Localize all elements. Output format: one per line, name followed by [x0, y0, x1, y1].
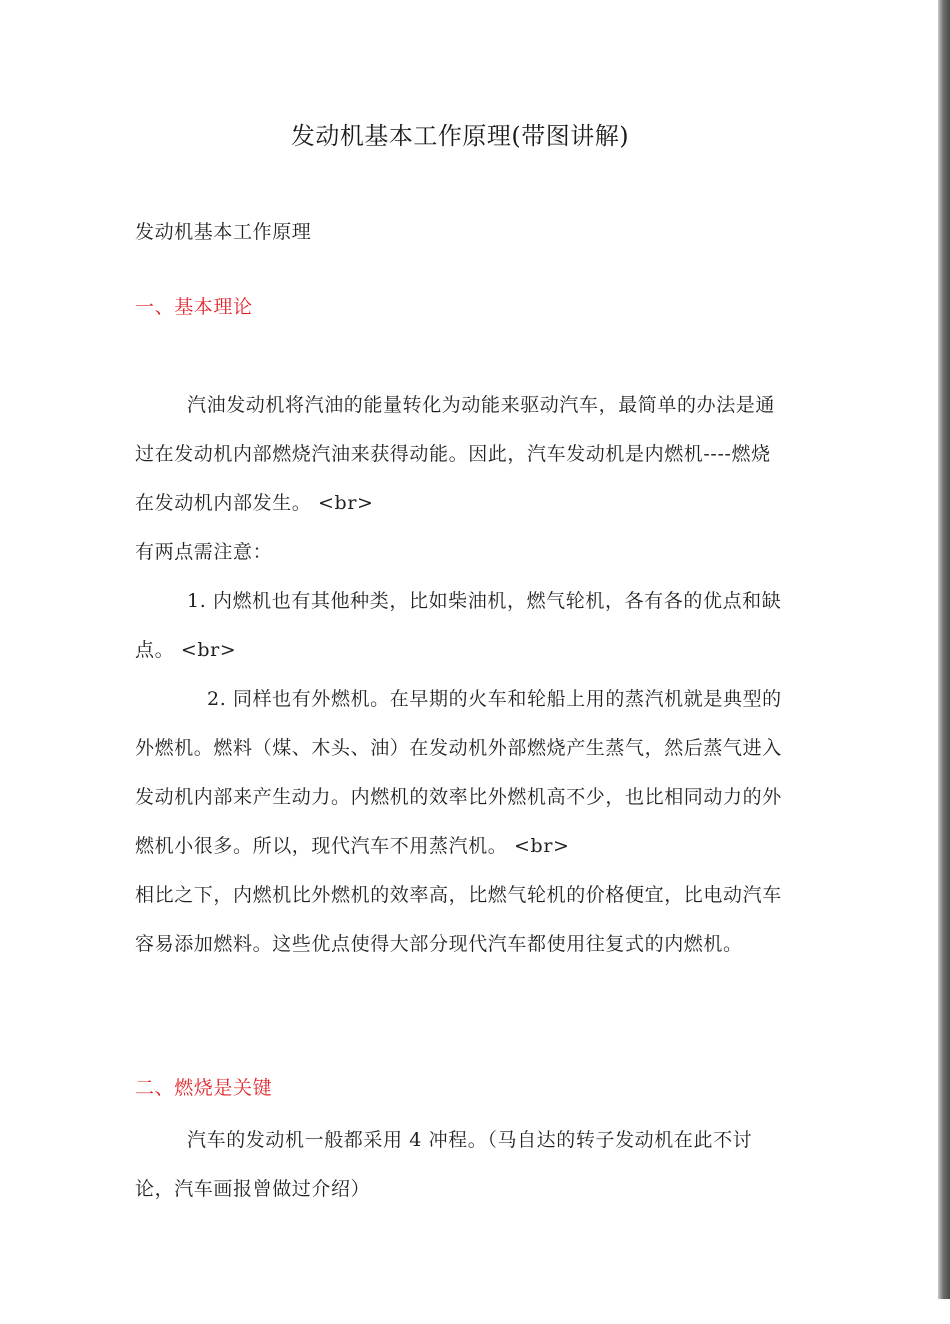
document-subtitle: 发动机基本工作原理 [135, 221, 312, 243]
paragraph-four-stroke: 汽车的发动机一般都采用 4 冲程。（马自达的转子发动机在此不讨论，汽车画报曾做过介绍） [135, 1129, 753, 1200]
list-item-2: 2. 同样也有外燃机。在早期的火车和轮船上用的蒸汽机就是典型的外燃机。燃料（煤、木头、油）在发动机外部燃烧产生蒸气，然后蒸气进入发动机内部来产生动力。内燃机的效率比外燃机高不少，也比相同动力的外燃机小很多。所以，现代汽车不用蒸汽机。 <br> [135, 688, 782, 857]
section-heading-basic-theory: 一、基本理论 [135, 296, 253, 318]
list-item-1: 1. 内燃机也有其他种类，比如柴油机，燃气轮机，各有各的优点和缺点。 <br> [135, 590, 782, 661]
paragraph-comparison: 相比之下，内燃机比外燃机的效率高，比燃气轮机的价格便宜，比电动汽车容易添加燃料。这些优点使得大部分现代汽车都使用往复式的内燃机。 [135, 884, 782, 955]
document-title: 发动机基本工作原理(带图讲解) [290, 122, 630, 150]
paragraph-notes-lead: 有两点需注意： [135, 541, 273, 563]
section-heading-combustion: 二、燃烧是关键 [135, 1077, 273, 1099]
paragraph-intro: 汽油发动机将汽油的能量转化为动能来驱动汽车，最简单的办法是通过在发动机内部燃烧汽油来获得动能。因此，汽车发动机是内燃机----燃烧在发动机内部发生。 <br> [135, 394, 776, 514]
page-edge-scrollbar[interactable] [938, 0, 950, 1299]
